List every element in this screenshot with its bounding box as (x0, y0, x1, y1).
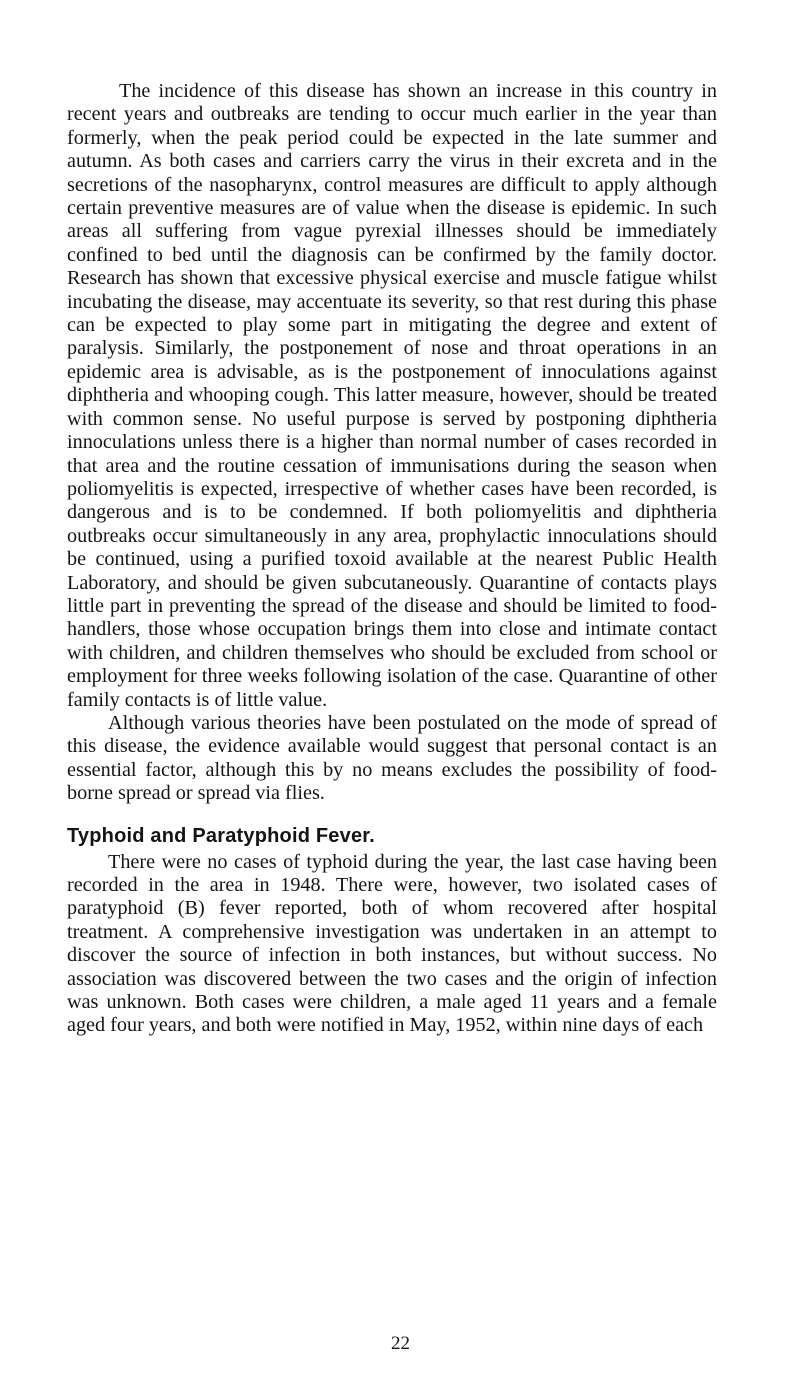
document-page (67, 80, 717, 1038)
typhoid-section-heading: Typhoid and Paratyphoid Fever. (67, 824, 375, 847)
poliomyelitis-control-paragraph: The incidence of this disease has shown an increase in this country in recent years and outbreaks are tending to occur much earlier in the year than formerly, when the peak period could be expected in the late summer and autumn. As both cases and carriers carry the virus in their excreta and in the secretions of the nasopharynx, control measures are difficult to apply although certain preventive measures are of value when the disease is epidemic. In such areas all suffering from vague pyrexial illnesses should be immediately confined to bed until the diagnosis can be confirmed by the family doctor. Research has shown that excessive physical exercise and muscle fatigue whilst incubating the disease, may accentuate its severity, so that rest during this phase can be expected to play some part in mitigating the degree and extent of paralysis. Similarly, the postponement of nose and throat operations in an epidemic area is advisable, as is the postponement of innoculations against diphtheria and whooping cough. This latter measure, however, should be treated with common sense. No useful purpose is served by postponing diphtheria innoculations unless there is a higher than normal number of cases recorded in that area and the routine cessation of immunisations during the season when poliomyelitis is expected, irrespective of whether cases have been recorded, is dangerous and is to be condemned. If both poliomyelitis and diphtheria outbreaks occur simultaneously in any area, prophylactic innoculations should be continued, using a purified toxoid available at the nearest Public Health Laboratory, and should be given subcutaneously. Quarantine of contacts plays little part in preventing the spread of the disease and should be limited to food-handlers, those whose occupation brings them into close and intimate contact with children, and children themselves who should be excluded from school or employment for three weeks following isolation of the case. Quarantine of other family contacts is of little value. (67, 80, 717, 711)
mode-of-spread-paragraph: Although various theories have been postulated on the mode of spread of this disease, the evidence available would suggest that personal contact is an essential factor, although this by no means excludes the possibility of food-borne spread or spread via flies. (67, 711, 717, 805)
page-number: 22 (391, 1333, 410, 1354)
typhoid-paragraph: There were no cases of typhoid during the year, the last case having been recorded in the area in 1948. There were, however, two isolated cases of paratyphoid (B) fever reported, both of whom recovered after hospital treatment. A comprehensive investigation was undertaken in an attempt to discover the source of infection in both instances, but without success. No association was discovered between the two cases and the origin of infection was unknown. Both cases were children, a male aged 11 years and a female aged four years, and both were notified in May, 1952, within nine days of each (67, 850, 717, 1037)
